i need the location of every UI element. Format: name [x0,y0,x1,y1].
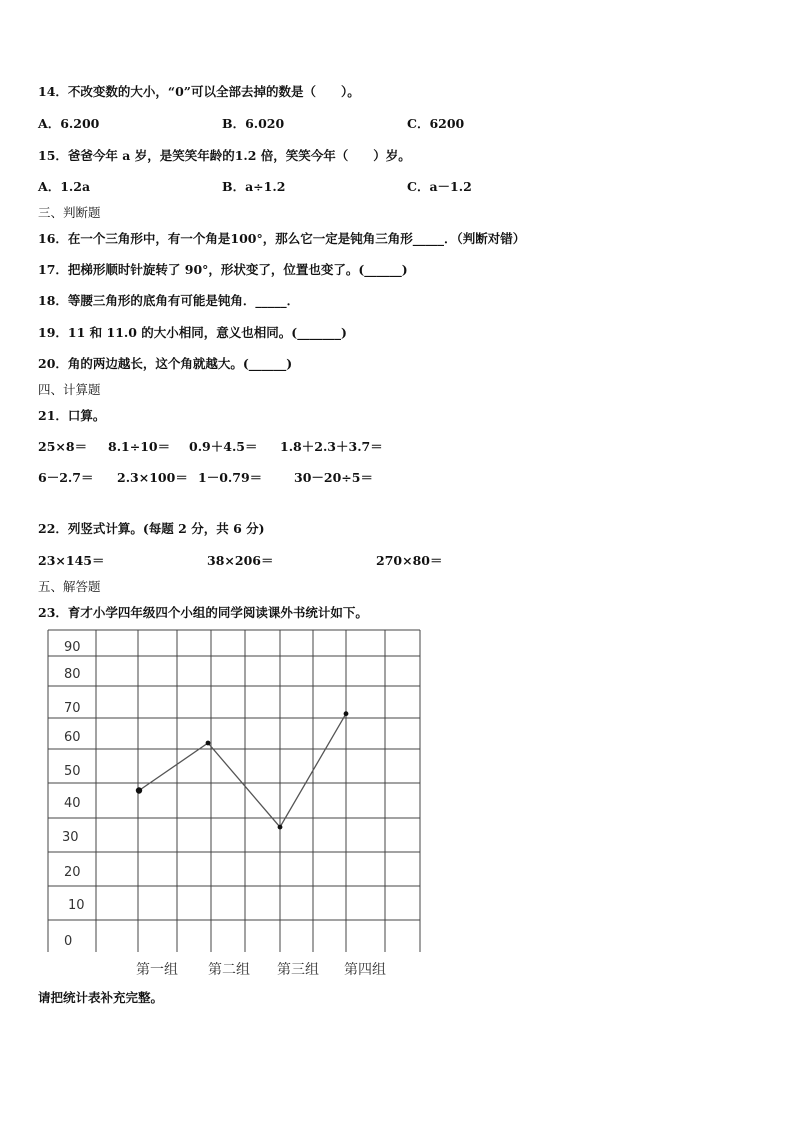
series-line [139,714,346,827]
q15-option-a[interactable]: A．1.2a [38,179,91,194]
q22-item: 270×80＝ [376,553,443,568]
y-tick-label: 60 [64,730,81,745]
q17-stem: 17．把梯形顺时针旋转了 90°，形状变了，位置也变了。(______) [38,262,408,277]
q14-option-b[interactable]: B．6.020 [222,116,285,131]
x-category-label: 第三组 [277,962,319,978]
q21-item: 25×8＝ [38,439,88,454]
y-tick-label: 10 [68,898,85,913]
q21-item: 1－0.79＝ [198,470,263,485]
q23-stem: 23．育才小学四年级四个小组的同学阅读课外书统计如下。 [38,605,368,620]
y-tick-label: 80 [64,667,81,682]
y-tick-label: 90 [64,640,81,655]
q22-item: 23×145＝ [38,553,105,568]
q18-stem: 18．等腰三角形的底角有可能是钝角．_____． [38,293,300,308]
q14-option-a[interactable]: A．6.200 [38,116,100,131]
q21-item: 30－20÷5＝ [294,470,373,485]
y-tick-label: 50 [64,764,81,779]
y-tick-label: 70 [64,701,81,716]
x-category-label: 第一组 [136,962,178,978]
section-heading-calculation: 四、计算题 [38,382,101,397]
y-tick-label: 20 [64,865,81,880]
q20-stem: 20．角的两边越长，这个角就越大。(______) [38,356,293,371]
q16-stem: 16．在一个三角形中，有一个角是100°，那么它一定是钝角三角形_____．（判断对错） [38,231,526,246]
q21-stem: 21．口算。 [38,408,106,423]
q23-instruction: 请把统计表补充完整。 [38,990,164,1005]
q21-item: 8.1÷10＝ [108,439,171,454]
q21-item: 2.3×100＝ [117,470,188,485]
q14-option-c[interactable]: C．6200 [407,116,465,131]
y-tick-label: 40 [64,796,81,811]
q22-stem: 22．列竖式计算。(每题 2 分，共 6 分) [38,521,265,536]
data-point [136,787,142,793]
q15-stem: 15．爸爸今年 a 岁，是笑笑年龄的1.2 倍，笑笑今年（ ）岁。 [38,148,411,163]
q21-item: 0.9＋4.5＝ [189,439,258,454]
q14-stem: 14．不改变数的大小，“0”可以全部去掉的数是（ ）。 [38,84,360,99]
q21-item: 1.8＋2.3＋3.7＝ [280,439,383,454]
q22-item: 38×206＝ [207,553,274,568]
y-tick-label: 30 [62,830,79,845]
q19-stem: 19．11 和 11.0 的大小相同，意义也相同。(_______) [38,325,347,340]
data-point [206,741,211,746]
q15-option-c[interactable]: C．a－1.2 [407,179,472,194]
q15-option-b[interactable]: B．a÷1.2 [222,179,286,194]
section-heading-judgment: 三、判断题 [38,205,101,220]
data-point [344,711,349,716]
section-heading-solutions: 五、解答题 [38,579,101,594]
data-point [278,825,283,830]
x-category-label: 第二组 [208,962,250,978]
x-category-label: 第四组 [344,962,386,978]
q21-item: 6－2.7＝ [38,470,94,485]
y-tick-label: 0 [64,934,73,949]
